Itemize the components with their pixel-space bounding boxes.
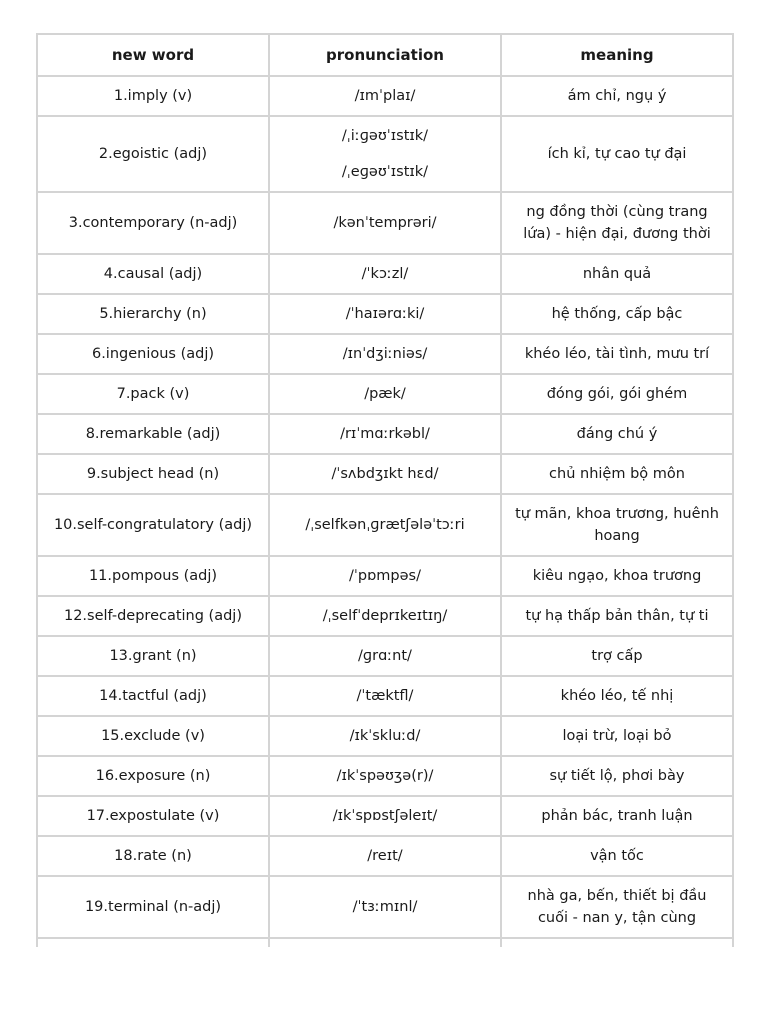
pronunciation-cell: /pæk/ (269, 374, 501, 414)
empty-cell (269, 938, 501, 947)
word-cell: 11.pompous (adj) (37, 556, 269, 596)
table-row (37, 454, 733, 494)
table-row (37, 254, 733, 294)
table-row (37, 294, 733, 334)
pronunciation-cell: /ˈtæktfl/ (269, 676, 501, 716)
word-cell: 10.self-congratulatory (adj) (37, 494, 269, 556)
meaning-cell: đóng gói, gói ghém (501, 374, 733, 414)
empty-cell (37, 938, 269, 947)
empty-cell (501, 938, 733, 947)
table-row (37, 192, 733, 254)
meaning-cell: khéo léo, tài tình, mưu trí (501, 334, 733, 374)
table-row (37, 374, 733, 414)
pronunciation-cell: /ˌselfkənˌɡrætʃələˈtɔːri (269, 494, 501, 556)
pronunciation-cell: /kənˈtemprəri/ (269, 192, 501, 254)
pronunciation-cell: /ˈhaɪərɑːki/ (269, 294, 501, 334)
meaning-cell: đáng chú ý (501, 414, 733, 454)
table-row (37, 334, 733, 374)
table-row (37, 494, 733, 556)
table-row (37, 796, 733, 836)
pronunciation-cell: /ɪnˈdʒiːniəs/ (269, 334, 501, 374)
pronunciation-cell: /ɪkˈskluːd/ (269, 716, 501, 756)
word-cell: 18.rate (n) (37, 836, 269, 876)
meaning-cell: loại trừ, loại bỏ (501, 716, 733, 756)
pronunciation-cell (269, 116, 501, 192)
meaning-cell: tự mãn, khoa trương, huênh hoang (501, 494, 733, 556)
pronunciation-cell: /ɪkˈspəʊʒə(r)/ (269, 756, 501, 796)
pronunciation-cell: /ɪmˈplaɪ/ (269, 76, 501, 116)
word-cell: 7.pack (v) (37, 374, 269, 414)
meaning-cell: khéo léo, tế nhị (501, 676, 733, 716)
word-cell: 4.causal (adj) (37, 254, 269, 294)
word-cell: 5.hierarchy (n) (37, 294, 269, 334)
word-cell: 15.exclude (v) (37, 716, 269, 756)
word-cell: 12.self-deprecating (adj) (37, 596, 269, 636)
table-row (37, 756, 733, 796)
pronunciation-cell: /ˈtɜːmɪnl/ (269, 876, 501, 938)
table-row (37, 556, 733, 596)
table-row (37, 596, 733, 636)
pronunciation-cell: /ɡrɑːnt/ (269, 636, 501, 676)
header-pronunciation: pronunciation (269, 34, 501, 76)
word-cell: 16.exposure (n) (37, 756, 269, 796)
meaning-cell: ích kỉ, tự cao tự đại (501, 116, 733, 192)
word-cell: 3.contemporary (n-adj) (37, 192, 269, 254)
word-cell: 19.terminal (n-adj) (37, 876, 269, 938)
word-cell: 1.imply (v) (37, 76, 269, 116)
table-row (37, 836, 733, 876)
word-cell: 2.egoistic (adj) (37, 116, 269, 192)
word-cell: 14.tactful (adj) (37, 676, 269, 716)
pronunciation-cell: /reɪt/ (269, 836, 501, 876)
meaning-cell: chủ nhiệm bộ môn (501, 454, 733, 494)
table-row (37, 876, 733, 938)
table-row (37, 636, 733, 676)
pronunciation-cell: /ˈkɔːzl/ (269, 254, 501, 294)
table-header-row (37, 34, 733, 76)
table-row (37, 716, 733, 756)
meaning-cell: tự hạ thấp bản thân, tự ti (501, 596, 733, 636)
vocabulary-table (36, 33, 734, 947)
table-row (37, 76, 733, 116)
header-new-word: new word (37, 34, 269, 76)
meaning-cell: trợ cấp (501, 636, 733, 676)
meaning-cell: phản bác, tranh luận (501, 796, 733, 836)
meaning-cell: nhà ga, bến, thiết bị đầu cuối - nan y, tận cùng (501, 876, 733, 938)
pronunciation-cell: /ˈsʌbdʒɪkt hɛd/ (269, 454, 501, 494)
meaning-cell: ám chỉ, ngụ ý (501, 76, 733, 116)
pronunciation-cell: /ˌselfˈdeprɪkeɪtɪŋ/ (269, 596, 501, 636)
table-row-cut-off (37, 938, 733, 947)
word-cell: 17.expostulate (v) (37, 796, 269, 836)
meaning-cell: nhân quả (501, 254, 733, 294)
pronunciation-variant-2: /ˌeɡəʊˈɪstɪk/ (341, 164, 429, 180)
pronunciation-cell: /rɪˈmɑːrkəbl/ (269, 414, 501, 454)
meaning-cell: ng đồng thời (cùng trang lứa) - hiện đại, đương thời (501, 192, 733, 254)
meaning-cell: kiêu ngạo, khoa trương (501, 556, 733, 596)
meaning-cell: vận tốc (501, 836, 733, 876)
table-row (37, 116, 733, 192)
word-cell: 9.subject head (n) (37, 454, 269, 494)
word-cell: 6.ingenious (adj) (37, 334, 269, 374)
pronunciation-cell: /ɪkˈspɒstʃəleɪt/ (269, 796, 501, 836)
meaning-cell: sự tiết lộ, phơi bày (501, 756, 733, 796)
table-row (37, 414, 733, 454)
meaning-cell: hệ thống, cấp bậc (501, 294, 733, 334)
pronunciation-cell: /ˈpɒmpəs/ (269, 556, 501, 596)
word-cell: 8.remarkable (adj) (37, 414, 269, 454)
word-cell: 13.grant (n) (37, 636, 269, 676)
pronunciation-variant-1: /ˌiːɡəʊˈɪstɪk/ (341, 128, 429, 144)
table-row (37, 676, 733, 716)
header-meaning: meaning (501, 34, 733, 76)
